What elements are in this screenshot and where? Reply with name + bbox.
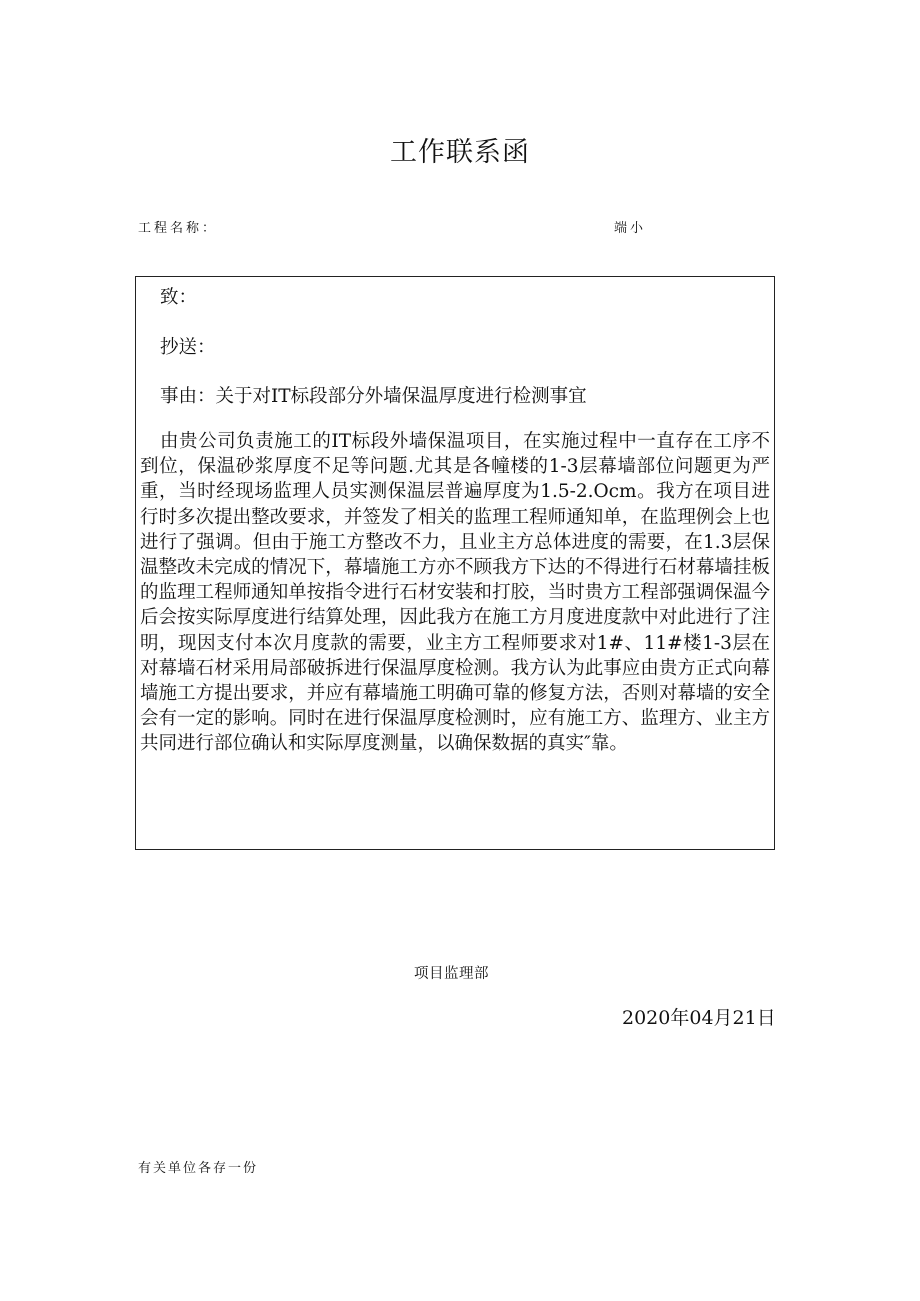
page-title: 工作联系函	[390, 137, 530, 168]
footer-note: 有关单位各存一份	[138, 1161, 259, 1176]
subject-line: 事由：关于对IT标段部分外墙保温厚度进行检测事宜	[160, 386, 587, 407]
letter-content-box	[135, 276, 775, 850]
letter-date: 2020年04月21日	[622, 1007, 776, 1029]
document-number-label: 端小	[614, 221, 647, 236]
project-name-label: 工程名称：	[138, 221, 219, 236]
signature-department: 项目监理部	[414, 966, 489, 982]
recipient-line: 致：	[160, 287, 198, 308]
cc-line: 抄送：	[160, 337, 216, 358]
letter-body	[140, 429, 770, 757]
letter-body-paragraph: 由贵公司负责施工的IT标段外墙保温项目，在实施过程中一直存在工序不到位，保温砂浆厚度不足等问题.尤其是各幢楼的1-3层幕墙部位问题更为严重，当时经现场监理人员实测保温层普遍厚度为1.5-2.Ocm。我方在项目进行时多次提出整改要求，并签发了相关的监理工程师通知单，在监理例会上也进行了强调。但由于施工方整改不力，且业主方总体进度的需要，在1.3层保温整改未完成的情况下，幕墙施工方亦不顾我方下达的不得进行石材幕墙挂板的监理工程师通知单按指令进行石材安装和打胶，当时贵方工程部强调保温今后会按实际厚度进行结算处理，因此我方在施工方月度进度款中对此进行了注明，现因支付本次月度款的需要，业主方工程师要求对1#、11#楼1-3层在对幕墙石材采用局部破拆进行保温厚度检测。我方认为此事应由贵方正式向幕墙施工方提出要求，并应有幕墙施工明确可靠的修复方法，否则对幕墙的安全会有一定的影响。同时在进行保温厚度检测时，应有施工方、监理方、业主方共同进行部位确认和实际厚度测量，以确保数据的真实″靠。	[140, 431, 770, 755]
